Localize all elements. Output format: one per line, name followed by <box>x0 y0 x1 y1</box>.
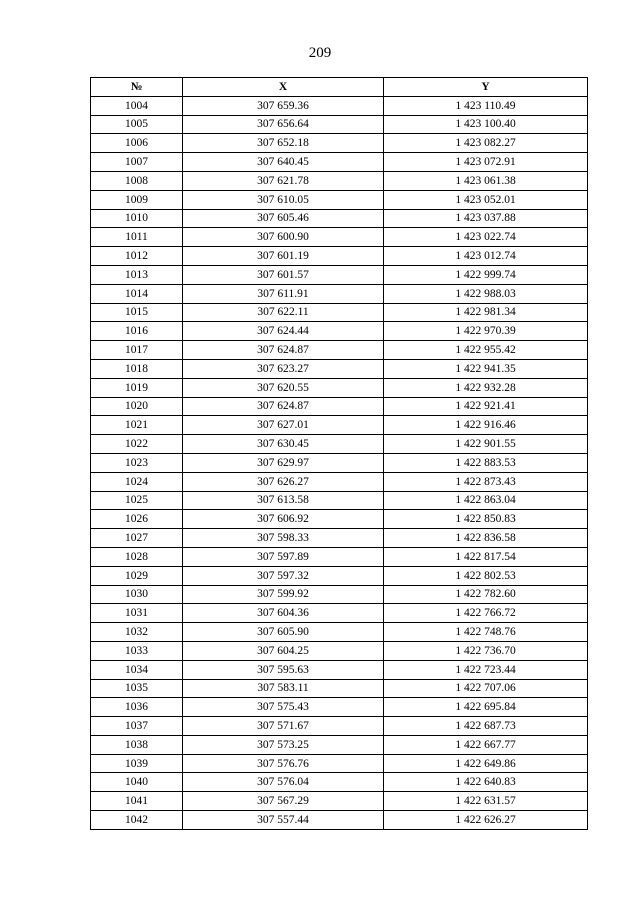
cell-x: 307 659.36 <box>183 96 384 115</box>
cell-number: 1040 <box>91 773 183 792</box>
table-row <box>91 378 588 397</box>
cell-number: 1026 <box>91 510 183 529</box>
cell-x: 307 600.90 <box>183 228 384 247</box>
table-row <box>91 435 588 454</box>
cell-x: 307 624.44 <box>183 322 384 341</box>
cell-y: 1 422 748.76 <box>384 623 588 642</box>
table-row <box>91 773 588 792</box>
table-row <box>91 641 588 660</box>
table-row <box>91 134 588 153</box>
cell-y: 1 422 850.83 <box>384 510 588 529</box>
table-row <box>91 566 588 585</box>
page-number: 209 <box>308 45 332 61</box>
cell-number: 1012 <box>91 247 183 266</box>
cell-x: 307 606.92 <box>183 510 384 529</box>
cell-y: 1 422 626.27 <box>384 811 588 830</box>
cell-y: 1 423 100.40 <box>384 115 588 134</box>
cell-number: 1007 <box>91 153 183 172</box>
table-row <box>91 472 588 491</box>
cell-x: 307 623.27 <box>183 359 384 378</box>
cell-y: 1 422 766.72 <box>384 604 588 623</box>
table-row <box>91 585 588 604</box>
cell-number: 1027 <box>91 529 183 548</box>
coordinates-table <box>90 77 588 830</box>
table-row <box>91 153 588 172</box>
cell-number: 1004 <box>91 96 183 115</box>
cell-x: 307 613.58 <box>183 491 384 510</box>
cell-y: 1 422 901.55 <box>384 435 588 454</box>
cell-x: 307 597.32 <box>183 566 384 585</box>
cell-y: 1 422 970.39 <box>384 322 588 341</box>
table-row <box>91 510 588 529</box>
cell-number: 1017 <box>91 341 183 360</box>
table-row <box>91 190 588 209</box>
cell-number: 1029 <box>91 566 183 585</box>
cell-x: 307 610.05 <box>183 190 384 209</box>
table-row <box>91 698 588 717</box>
cell-number: 1021 <box>91 416 183 435</box>
cell-number: 1037 <box>91 717 183 736</box>
table-row <box>91 754 588 773</box>
cell-y: 1 422 863.04 <box>384 491 588 510</box>
cell-x: 307 576.04 <box>183 773 384 792</box>
cell-x: 307 652.18 <box>183 134 384 153</box>
cell-y: 1 422 988.03 <box>384 284 588 303</box>
cell-number: 1035 <box>91 679 183 698</box>
cell-number: 1025 <box>91 491 183 510</box>
cell-x: 307 598.33 <box>183 529 384 548</box>
cell-x: 307 595.63 <box>183 660 384 679</box>
cell-number: 1038 <box>91 735 183 754</box>
table-row <box>91 96 588 115</box>
table-row <box>91 623 588 642</box>
cell-y: 1 422 932.28 <box>384 378 588 397</box>
table-row <box>91 660 588 679</box>
table-row <box>91 547 588 566</box>
cell-number: 1032 <box>91 623 183 642</box>
cell-number: 1014 <box>91 284 183 303</box>
table-row <box>91 209 588 228</box>
cell-x: 307 599.92 <box>183 585 384 604</box>
cell-number: 1030 <box>91 585 183 604</box>
cell-x: 307 624.87 <box>183 397 384 416</box>
cell-x: 307 620.55 <box>183 378 384 397</box>
cell-number: 1042 <box>91 811 183 830</box>
cell-x: 307 611.91 <box>183 284 384 303</box>
cell-x: 307 576.76 <box>183 754 384 773</box>
cell-x: 307 605.46 <box>183 209 384 228</box>
cell-x: 307 640.45 <box>183 153 384 172</box>
table-row <box>91 397 588 416</box>
cell-number: 1005 <box>91 115 183 134</box>
table-header <box>91 78 588 97</box>
cell-y: 1 422 873.43 <box>384 472 588 491</box>
column-header-x: X <box>183 78 384 97</box>
table-row <box>91 453 588 472</box>
cell-number: 1024 <box>91 472 183 491</box>
cell-number: 1028 <box>91 547 183 566</box>
table-row <box>91 171 588 190</box>
cell-y: 1 422 999.74 <box>384 265 588 284</box>
cell-x: 307 629.97 <box>183 453 384 472</box>
cell-x: 307 573.25 <box>183 735 384 754</box>
cell-x: 307 597.89 <box>183 547 384 566</box>
cell-y: 1 423 052.01 <box>384 190 588 209</box>
cell-y: 1 422 649.86 <box>384 754 588 773</box>
cell-y: 1 422 916.46 <box>384 416 588 435</box>
cell-y: 1 422 981.34 <box>384 303 588 322</box>
table-body <box>91 96 588 829</box>
cell-x: 307 575.43 <box>183 698 384 717</box>
cell-number: 1036 <box>91 698 183 717</box>
cell-y: 1 423 037.88 <box>384 209 588 228</box>
table-row <box>91 792 588 811</box>
table-row <box>91 341 588 360</box>
cell-x: 307 557.44 <box>183 811 384 830</box>
cell-y: 1 422 631.57 <box>384 792 588 811</box>
cell-x: 307 601.19 <box>183 247 384 266</box>
cell-x: 307 622.11 <box>183 303 384 322</box>
cell-y: 1 423 110.49 <box>384 96 588 115</box>
header-row <box>91 78 588 97</box>
cell-number: 1041 <box>91 792 183 811</box>
table-row <box>91 265 588 284</box>
cell-y: 1 423 072.91 <box>384 153 588 172</box>
cell-x: 307 656.64 <box>183 115 384 134</box>
cell-y: 1 422 782.60 <box>384 585 588 604</box>
cell-number: 1015 <box>91 303 183 322</box>
cell-x: 307 626.27 <box>183 472 384 491</box>
table-row <box>91 228 588 247</box>
cell-x: 307 567.29 <box>183 792 384 811</box>
table-row <box>91 247 588 266</box>
cell-number: 1006 <box>91 134 183 153</box>
cell-number: 1009 <box>91 190 183 209</box>
cell-y: 1 423 082.27 <box>384 134 588 153</box>
cell-y: 1 422 817.54 <box>384 547 588 566</box>
table-row <box>91 604 588 623</box>
cell-number: 1018 <box>91 359 183 378</box>
table-row <box>91 735 588 754</box>
cell-y: 1 423 061.38 <box>384 171 588 190</box>
cell-x: 307 624.87 <box>183 341 384 360</box>
cell-y: 1 422 640.83 <box>384 773 588 792</box>
cell-number: 1020 <box>91 397 183 416</box>
table-row <box>91 529 588 548</box>
cell-number: 1011 <box>91 228 183 247</box>
cell-y: 1 422 955.42 <box>384 341 588 360</box>
cell-number: 1033 <box>91 641 183 660</box>
table-row <box>91 115 588 134</box>
cell-x: 307 583.11 <box>183 679 384 698</box>
table-row <box>91 679 588 698</box>
cell-x: 307 630.45 <box>183 435 384 454</box>
table-row <box>91 284 588 303</box>
table-row <box>91 491 588 510</box>
cell-y: 1 422 695.84 <box>384 698 588 717</box>
table-row <box>91 322 588 341</box>
cell-number: 1022 <box>91 435 183 454</box>
cell-y: 1 422 921.41 <box>384 397 588 416</box>
cell-x: 307 627.01 <box>183 416 384 435</box>
cell-y: 1 423 022.74 <box>384 228 588 247</box>
cell-number: 1013 <box>91 265 183 284</box>
column-header-number: № <box>91 78 183 97</box>
cell-y: 1 422 883.53 <box>384 453 588 472</box>
cell-x: 307 605.90 <box>183 623 384 642</box>
cell-y: 1 422 723.44 <box>384 660 588 679</box>
cell-number: 1016 <box>91 322 183 341</box>
cell-x: 307 621.78 <box>183 171 384 190</box>
cell-number: 1019 <box>91 378 183 397</box>
cell-number: 1010 <box>91 209 183 228</box>
cell-x: 307 601.57 <box>183 265 384 284</box>
table-row <box>91 359 588 378</box>
cell-y: 1 422 941.35 <box>384 359 588 378</box>
table-row <box>91 416 588 435</box>
cell-y: 1 422 707.06 <box>384 679 588 698</box>
column-header-y: Y <box>384 78 588 97</box>
cell-y: 1 422 836.58 <box>384 529 588 548</box>
table-row <box>91 303 588 322</box>
cell-y: 1 422 802.53 <box>384 566 588 585</box>
cell-y: 1 422 667.77 <box>384 735 588 754</box>
cell-x: 307 571.67 <box>183 717 384 736</box>
cell-y: 1 423 012.74 <box>384 247 588 266</box>
cell-number: 1031 <box>91 604 183 623</box>
cell-number: 1008 <box>91 171 183 190</box>
cell-number: 1023 <box>91 453 183 472</box>
cell-y: 1 422 687.73 <box>384 717 588 736</box>
cell-x: 307 604.36 <box>183 604 384 623</box>
cell-number: 1034 <box>91 660 183 679</box>
table-row <box>91 717 588 736</box>
cell-y: 1 422 736.70 <box>384 641 588 660</box>
table-row <box>91 811 588 830</box>
cell-x: 307 604.25 <box>183 641 384 660</box>
cell-number: 1039 <box>91 754 183 773</box>
